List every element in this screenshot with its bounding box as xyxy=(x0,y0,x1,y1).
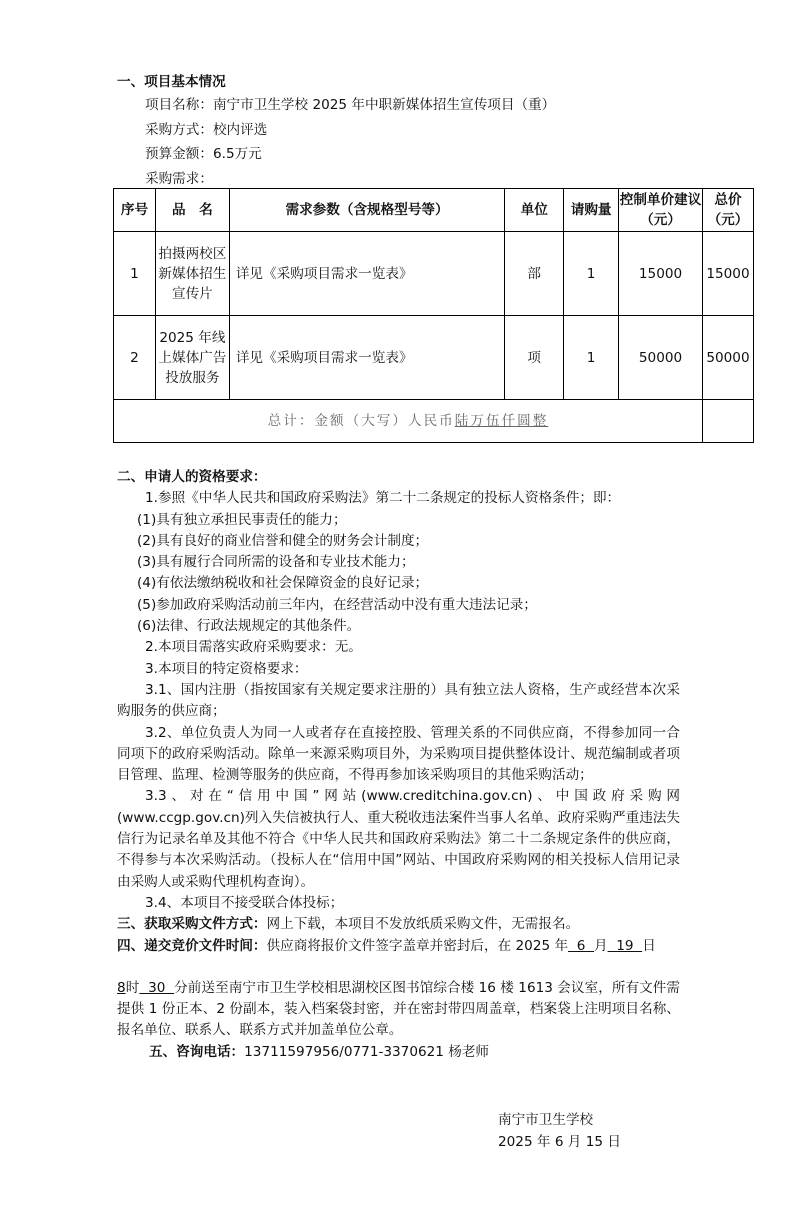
cell-item: 2025 年线上媒体广告投放服务 xyxy=(155,316,229,400)
contact-phone: 13711597956/0771-3370621 杨老师 xyxy=(244,1043,490,1060)
cell-no: 2 xyxy=(114,316,156,400)
project-name: 项目名称：南宁市卫生学校 2025 年中职新媒体招生宣传项目（重） xyxy=(145,97,556,114)
col-header: 单位 xyxy=(505,189,564,232)
signature-date: 2025 年 6 月 15 日 xyxy=(498,1133,621,1150)
cell-unit: 部 xyxy=(505,232,564,316)
col-header: 序号 xyxy=(114,189,156,232)
section-3 xyxy=(117,914,680,935)
cell-spec: 详见《采购项目需求一览表》 xyxy=(229,232,504,316)
condition-1: (1)具有独立承担民事责任的能力； xyxy=(137,511,347,528)
total-row xyxy=(114,400,754,443)
signature xyxy=(498,1110,621,1153)
section-4-heading: 四、递交竞价文件时间： xyxy=(117,937,267,954)
requirement-3-4: 3.4、本项目不接受联合体投标； xyxy=(145,894,344,911)
section-1-heading: 一、项目基本情况 xyxy=(117,74,226,90)
total-label: 总计：金额（大写）人民币 xyxy=(267,413,455,429)
month: 6 xyxy=(568,937,594,954)
condition-2: (2)具有良好的商业信誉和健全的财务会计制度； xyxy=(137,532,429,549)
requirement-2: 2.本项目需落实政府采购要求：无。 xyxy=(145,639,362,656)
budget: 预算金额：6.5万元 xyxy=(145,146,262,163)
cell-total: 15000 xyxy=(702,232,753,316)
month-unit: 月 xyxy=(594,937,608,954)
section-4-text: 供应商将报价文件签字盖章并密封后，在 2025 年 xyxy=(266,937,569,954)
cell-item: 拍摄两校区新媒体招生宣传片 xyxy=(155,232,229,316)
col-header: 请购量 xyxy=(564,189,619,232)
requirement-3-3: 3.3、对在“信用中国”网站(www.creditchina.gov.cn)、中国政府采购网(www.ccgp.gov.cn)列入失信被执行人、重大税收违法案件当事人名单、政府采购严重违法失信行为记录名单及其他不符合《中华人民共和国政府采购法》第二十二条规定条件的供应商，不得参与本次采购活动。（投标人在“信用中国”网站、中国政府采购网的相关投标人信用记录由采购人或采购代理机构查询）。 xyxy=(117,788,680,890)
section-3-heading: 三、获取采购文件方式： xyxy=(117,916,267,933)
minute: 30 xyxy=(139,979,175,996)
section-4-line2 xyxy=(117,978,680,1042)
day: 19 xyxy=(607,937,643,954)
col-header: 总价（元） xyxy=(702,189,753,232)
cell-qty: 1 xyxy=(564,232,619,316)
signature-org: 南宁市卫生学校 xyxy=(498,1112,594,1128)
demand-label: 采购需求： xyxy=(145,170,213,187)
section-3-text: 网上下载，本项目不发放纸质采购文件，无需报名。 xyxy=(266,916,580,933)
section-2-heading: 二、申请人的资格要求： xyxy=(117,469,267,485)
cell-total: 50000 xyxy=(702,316,753,400)
delivery-text: 分前送至南宁市卫生学校相思湖校区图书馆综合楼 16 楼 1613 会议室，所有文件需提供 1 份正本、2 份副本，装入档案袋封密，并在密封带四周盖章，档案袋上注明项目名称、报名单位、联系人、联系方式并加盖单位公章。 xyxy=(117,979,680,1039)
demand-table xyxy=(113,188,754,443)
section-5 xyxy=(117,1042,680,1063)
condition-3: (3)具有履行合同所需的设备和专业技术能力； xyxy=(137,554,415,571)
table-header-row xyxy=(114,189,754,232)
requirement-3-2: 3.2、单位负责人为同一人或者存在直接控股、管理关系的不同供应商，不得参加同一合同项下的政府采购活动。除单一来源采购项目外，为采购项目提供整体设计、规范编制或者项目管理、监理、检测等服务的供应商，不得再参加该采购项目的其他采购活动； xyxy=(117,724,680,784)
hour: 8 xyxy=(117,979,126,996)
total-value: 陆万伍仟圆整 xyxy=(454,413,549,429)
section-2 xyxy=(117,467,680,1063)
law-line: 1.参照《中华人民共和国政府采购法》第二十二条规定的投标人资格条件；即： xyxy=(145,490,621,507)
hour-unit: 时 xyxy=(125,979,140,996)
cell-qty: 1 xyxy=(564,316,619,400)
table-row xyxy=(114,316,754,400)
cell-unit: 项 xyxy=(505,316,564,400)
col-header: 控制单价建议（元） xyxy=(619,189,703,232)
total-cell xyxy=(114,400,703,443)
condition-5: (5)参加政府采购活动前三年内，在经营活动中没有重大违法记录； xyxy=(137,596,537,613)
col-header: 品 名 xyxy=(155,189,229,232)
total-empty-cell xyxy=(702,400,753,443)
section-5-heading: 五、咨询电话： xyxy=(149,1043,245,1060)
day-unit: 日 xyxy=(642,937,656,954)
cell-price: 15000 xyxy=(619,232,703,316)
table-row xyxy=(114,232,754,316)
requirement-3: 3.本项目的特定资格要求： xyxy=(145,660,308,677)
section-1 xyxy=(117,72,680,191)
cell-no: 1 xyxy=(114,232,156,316)
condition-6: (6)法律、行政法规规定的其他条件。 xyxy=(137,618,361,635)
cell-price: 50000 xyxy=(619,316,703,400)
procurement-method: 采购方式：校内评选 xyxy=(145,121,268,138)
section-4-line1 xyxy=(117,936,680,957)
condition-4: (4)有依法缴纳税收和社会保障资金的良好记录； xyxy=(137,575,429,592)
cell-spec: 详见《采购项目需求一览表》 xyxy=(229,316,504,400)
col-header: 需求参数（含规格型号等） xyxy=(229,189,504,232)
requirement-3-1: 3.1、国内注册（指按国家有关规定要求注册的）具有独立法人资格，生产或经营本次采购服务的供应商； xyxy=(117,681,680,720)
